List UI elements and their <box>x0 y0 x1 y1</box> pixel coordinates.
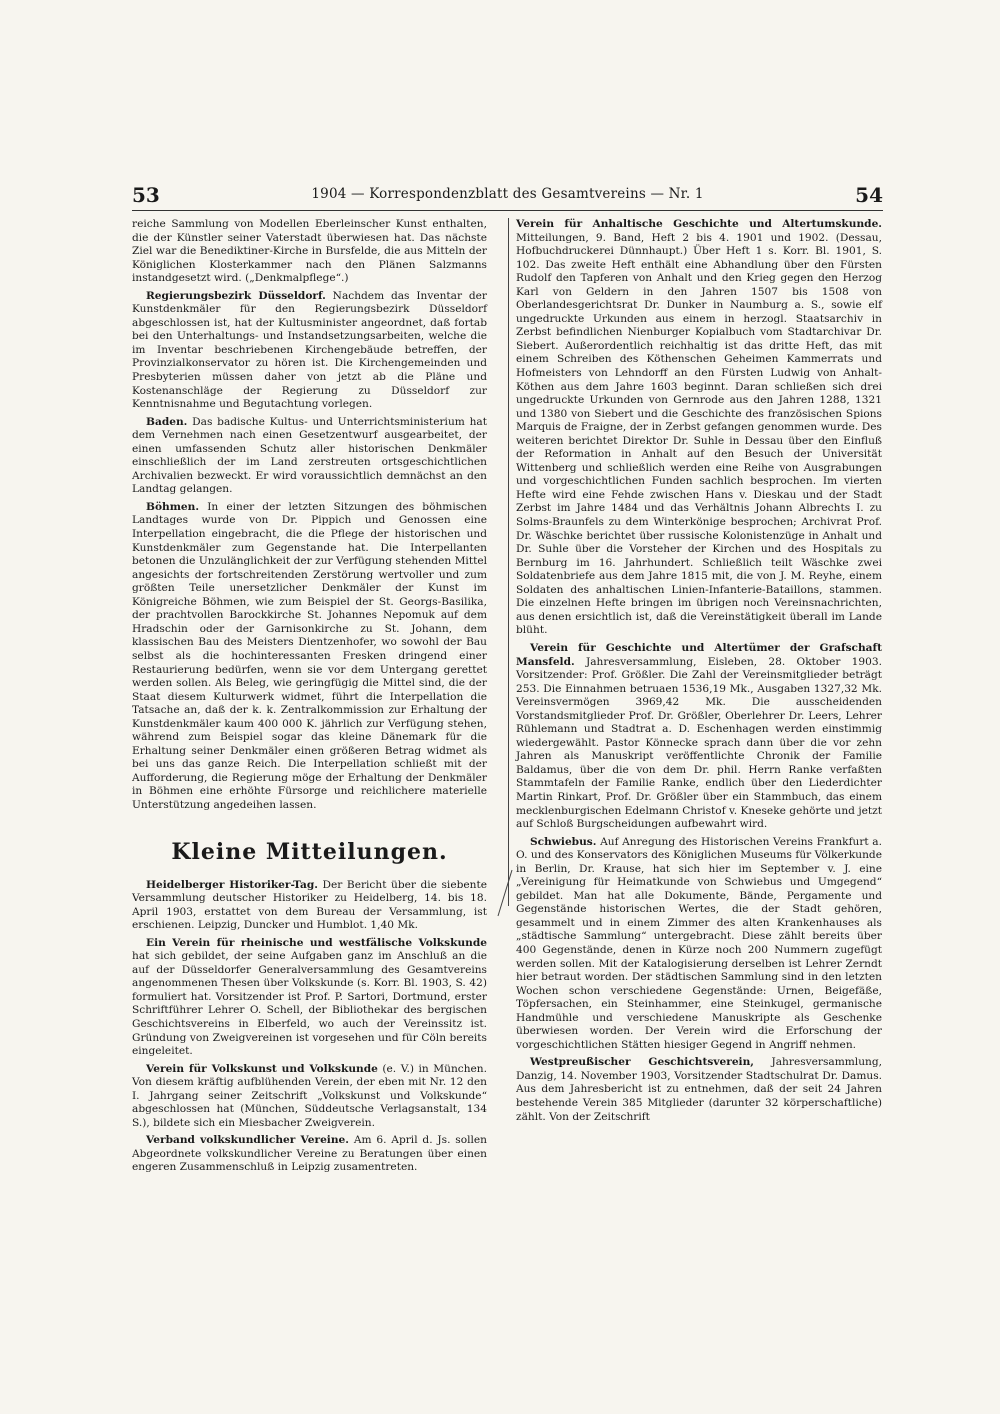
header-rule <box>132 210 883 211</box>
article-text: (e. V.) in München. Von diesem kräftig aufblühenden Verein, der eben mit Nr. 12 den I. Jahrgang seiner Zeitschrift „Volkskunst und Volkskunde“ abgeschlossen hat (München, Süddeutsche Verlagsanstalt, 134 S.), bildete sich ein Miesbacher Zweigverein. <box>132 1062 487 1129</box>
article-paragraph <box>132 1134 487 1175</box>
page-number-right: 54 <box>855 183 883 207</box>
article-paragraph <box>132 416 487 497</box>
section-title: Kleine Mitteilungen. <box>171 838 448 865</box>
article-paragraph <box>132 1063 487 1131</box>
article-text: Nachdem das Inventar der Kunstdenkmäler für den Regierungsbezirk Düsseldorf abgeschlossen ist, hat der Kultusminister angeordnet, daß fortab bei den Unterhaltungs- und Instandsetzungsarbeiten, welche die im Inventar beschriebenen Kirchengebäude betreffen, der Provinzialkonservator zu hören ist. Die Kirchengemeinden und Presbyterien müssen daher von jetzt ab die Pläne und Kostenanschläge der Regierung zu Düsseldorf zur Kenntnisnahme und Begutachtung vorlegen. <box>132 289 487 411</box>
article-heading: Heidelberger Historiker-Tag. <box>146 878 318 891</box>
article-text: Der Bericht über die siebente Versammlung deutscher Historiker zu Heidelberg, 14. bis 18. April 1903, erstattet von dem Bureau der Versammlung, ist erschienen. Leipzig, Duncker und Humblot. 1,40 Mk. <box>132 878 487 932</box>
article-text: Jahresversammlung, Danzig, 14. November 1903, Vorsitzender Stadtschulrat Dr. Damus. Aus dem Jahresbericht ist zu entnehmen, daß der seit 24 Jahren bestehende Verein 385 Mitglieder (darunter 32 körperschaftliche) zählt. Von der Zeitschrift <box>516 1056 882 1123</box>
article-text: hat sich gebildet, der seine Aufgaben ganz im Anschluß an die auf der Düsseldorfer Generalversammlung des Gesamtvereins angenommenen Thesen über Volkskunde (s. Korr. Bl. 1903, S. 42) formuliert hat. Vorsitzender ist Prof. P. Sartori, Dortmund, erster Schriftführer Lehrer O. Schell, der Bibliothekar des bergischen Geschichtsvereins in Elberfeld, wo auch der Vereinssitz ist. Gründung von Zweigvereinen ist vorgesehen und für Cöln bereits eingeleitet. <box>132 950 487 1058</box>
running-title: 1904 — Korrespondenzblatt des Gesamtvereins — Nr. 1 <box>311 186 704 202</box>
left-column <box>132 218 487 1175</box>
article-text: In einer der letzten Sitzungen des böhmischen Landtages wurde von Dr. Pippich und Genossen eine Interpellation eingebracht, die die Pflege der historischen und Kunstdenkmäler zum Gegenstande hat. Die Interpellanten betonen die Unzulänglichkeit der zur Verfügung stehenden Mittel angesichts der fortschreitenden Zerstörung wertvoller und zum größten Teile unersetzlicher Denkmäler der Kunst im Königreiche Böhmen, wie zum Beispiel der St. Georgs-Basilika, der prachtvollen Barockkirche St. Johannes Nepomuk auf dem Hradschin oder der Garnisonkirche zu St. Johann, dem klassischen Bau des Meisters Dientzenhofer, wo sowohl der Bau selbst als die hochinteressanten Fresken dringend einer Restaurierung bedürfen, wenn sie vor dem Untergang gerettet werden sollen. Als Beleg, wie geringfügig die Mittel sind, die der Staat diesem Kulturwerk widmet, führt die Interpellation die Tatsache an, daß der k. k. Zentralkommission zur Erhaltung der Kunstdenkmäler kaum 400 000 K. jährlich zur Verfügung stehen, während zum Beispiel sogar das kleine Dänemark für die Erhaltung seiner Denkmäler einen größeren Betrag widmet als bei uns das ganze Reich. Die Interpellation schließt mit der Aufforderung, die Regierung möge der Erhaltung der Denkmäler in Böhmen eine erhöhte Fürsorge und reichlichere materielle Unterstützung angedeihen lassen. <box>132 500 487 811</box>
article-paragraph <box>132 879 487 933</box>
article-heading: Verein für Anhaltische Geschichte und Altertumskunde. <box>516 218 882 230</box>
article-heading: Baden. <box>146 415 188 428</box>
article-text: Jahresversammlung, Eisleben, 28. Oktober 1903. Vorsitzender: Prof. Größler. Die Zahl der Vereinsmitglieder beträgt 253. Die Einnahmen betruaen 1536,19 Mk., Ausgaben 1327,32 Mk. Vereinsvermögen 3969,42 Mk. Die ausscheidenden Vorstandsmitglieder Prof. Dr. Größler, Oberlehrer Dr. Leers, Lehrer Rühlemann und Stadtrat a. D. Eschenhagen werden einstimmig wiedergewählt. Pastor Könnecke sprach dann über die vor zehn Jahren als Manuskript veröffentlichte Chronik der Familie Baldamus, über die von dem Dr. phil. Herrn Ranke verfaßten Stammtafeln der Familie Ranke, endlich über den Liederdichter Martin Rinkart, Prof. Dr. Größler über ein Stammbuch, das einem mecklenburgischen Edelmann Christof v. Kneseke gehörte und jetzt auf Schloß Burgscheidungen aufbewahrt wird. <box>516 655 882 831</box>
article-heading: Böhmen. <box>146 500 200 513</box>
article-text: Auf Anregung des Historischen Vereins Frankfurt a. O. und des Konservators des Königlichen Museums für Völkerkunde in Berlin, Dr. Krause, hat sich hier im September v. J. eine „Vereinigung für Heimatkunde von Schwiebus und Umgegend“ gebildet. Man hat alle Dokumente, Bände, Pergamente und Gegenstände historischen Wertes, die der Stadt gehören, gesammelt und in einem Zimmer des alten Krankenhauses als „städtische Sammlung“ untergebracht. Diese zählt bereits über 400 Gegenstände, denen in Kürze noch 200 Nummern zugefügt werden sollen. Mit der Katalogisierung derselben ist Lehrer Zerndt hier betraut worden. Der städtischen Sammlung sind in den letzten Wochen schon verschiedene Gegenstände: Urnen, Beigefäße, Töpfersachen, ein Steinhammer, eine Steinkugel, germanische Handmühle und verschiedene Manuskripte als Geschenke überwiesen worden. Der Verein wird die Erforschung der vorgeschichtlichen Stätten hiesiger Gegend in Angriff nehmen. <box>516 835 882 1051</box>
article-heading: Ein Verein für rheinische und westfälische Volkskunde <box>146 936 487 949</box>
article-heading: Verein für Geschichte und Altertümer der Grafschaft Mansfeld. <box>516 641 882 668</box>
article-paragraph <box>516 218 882 638</box>
article-text: Am 6. April d. Js. sollen Abgeordnete volkskundlicher Vereine zu Beratungen über einen engeren Zusammenschluß in Leipzig zusamentreten. <box>132 1134 487 1174</box>
article-text: Mitteilungen, 9. Band, Heft 2 bis 4. 1901 und 1902. (Dessau, Hofbuchdruckerei Dünnhaupt.) Über Heft 1 s. Korr. Bl. 1901, S. 102. Das zweite Heft enthält eine Abhandlung über den Fürsten Rudolf den Tapferen von Anhalt und den Krieg gegen den Herzog Karl von Geldern in den Jahren 1507 bis 1508 von Oberlandesgerichtsrat Dr. Dunker in Naumburg a. S., sowie elf ungedruckte Urkunden aus einem in herzogl. Staatsarchiv in Zerbst befindlichen Nienburger Kopialbuch vom Stadtarchivar Dr. Siebert. Außerordentlich reichhaltig ist das dritte Heft, das mit einem Schreiben des Köthenschen Geheimen Kammerrats und Hofmeisters von Lehndorff an den Fürsten Ludwig von Anhalt-Köthen aus dem Jahre 1603 beginnt. Daran schließen sich drei ungedruckte Urkunden von Gernrode aus den Jahren 1288, 1321 und 1380 von Siebert und die Geschichte des französischen Spions Marquis de Fraigne, der in Zerbst gefangen genommen wurde. Des weiteren berichtet Direktor Dr. Suhle in Dessau über den Einfluß der Reformation in Anhalt auf den Besuch der Universität Wittenberg und schließlich werden eine Reihe von Ausgrabungen und vorgeschichtlichen Funden sachlich besprochen. Im vierten Hefte wird eine Fehde zwischen Hans v. Dieskau und der Stadt Zerbst im Jahre 1484 und das Verhältnis Johann Albrechts I. zu Solms-Braunfels zu dem Winterkönige besprochen; Archivrat Prof. Dr. Wäschke berichtet über russische Kolonistenzüge in Anhalt und Dr. Suhle über die Vorsteher der Kirchen und des Hospitals zu Bernburg im 16. Jahrhundert. Schließlich teilt Wäschke zwei Soldatenbriefe aus dem Jahre 1815 mit, die von J. M. Reyhe, einem Soldaten des anhaltischen Linien-Infanterie-Bataillons, stammen. Die einzelnen Hefte bringen im übrigen noch Vereinsnachrichten, aus denen ersichtlich ist, daß die Vereinstätigkeit überall im Lande blüht. <box>516 231 882 637</box>
article-paragraph <box>516 1056 882 1124</box>
article-heading: Verband volkskundlicher Vereine. <box>146 1134 349 1147</box>
article-paragraph <box>132 290 487 412</box>
page-header <box>132 183 883 207</box>
article-paragraph <box>516 836 882 1053</box>
article-paragraph: reiche Sammlung von Modellen Eberleinscher Kunst enthalten, die der Künstler seiner Vaterstadt überwiesen hat. Das nächste Ziel war die Benediktiner-Kirche in Bursfelde, die aus Mitteln der Königlichen Klosterkammer nach den Plänen Salzmanns instandgesetzt wird. („Denkmalpflege“.) <box>132 218 487 285</box>
article-heading: Westpreußischer Geschichtsverein, <box>530 1056 754 1069</box>
article-paragraph <box>132 501 487 813</box>
article-heading: Verein für Volkskunst und Volkskunde <box>146 1062 378 1075</box>
article-heading: Schwiebus. <box>530 835 597 848</box>
article-paragraph <box>516 642 882 832</box>
article-heading: Regierungsbezirk Düsseldorf. <box>146 289 326 302</box>
column-divider <box>508 218 509 906</box>
article-paragraph <box>132 937 487 1059</box>
page-number-left: 53 <box>132 183 160 207</box>
article-text: Das badische Kultus- und Unterrichtsministerium hat dem Vernehmen nach einen Gesetzentwurf ausgearbeitet, der einen umfassenden Schutz aller historischen Denkmäler einschließlich der im Land zerstreuten ortsgeschichtlichen Archivalien bezweckt. Er wird voraussichtlich demnächst an den Landtag gelangen. <box>132 415 487 496</box>
right-column <box>516 218 882 1124</box>
